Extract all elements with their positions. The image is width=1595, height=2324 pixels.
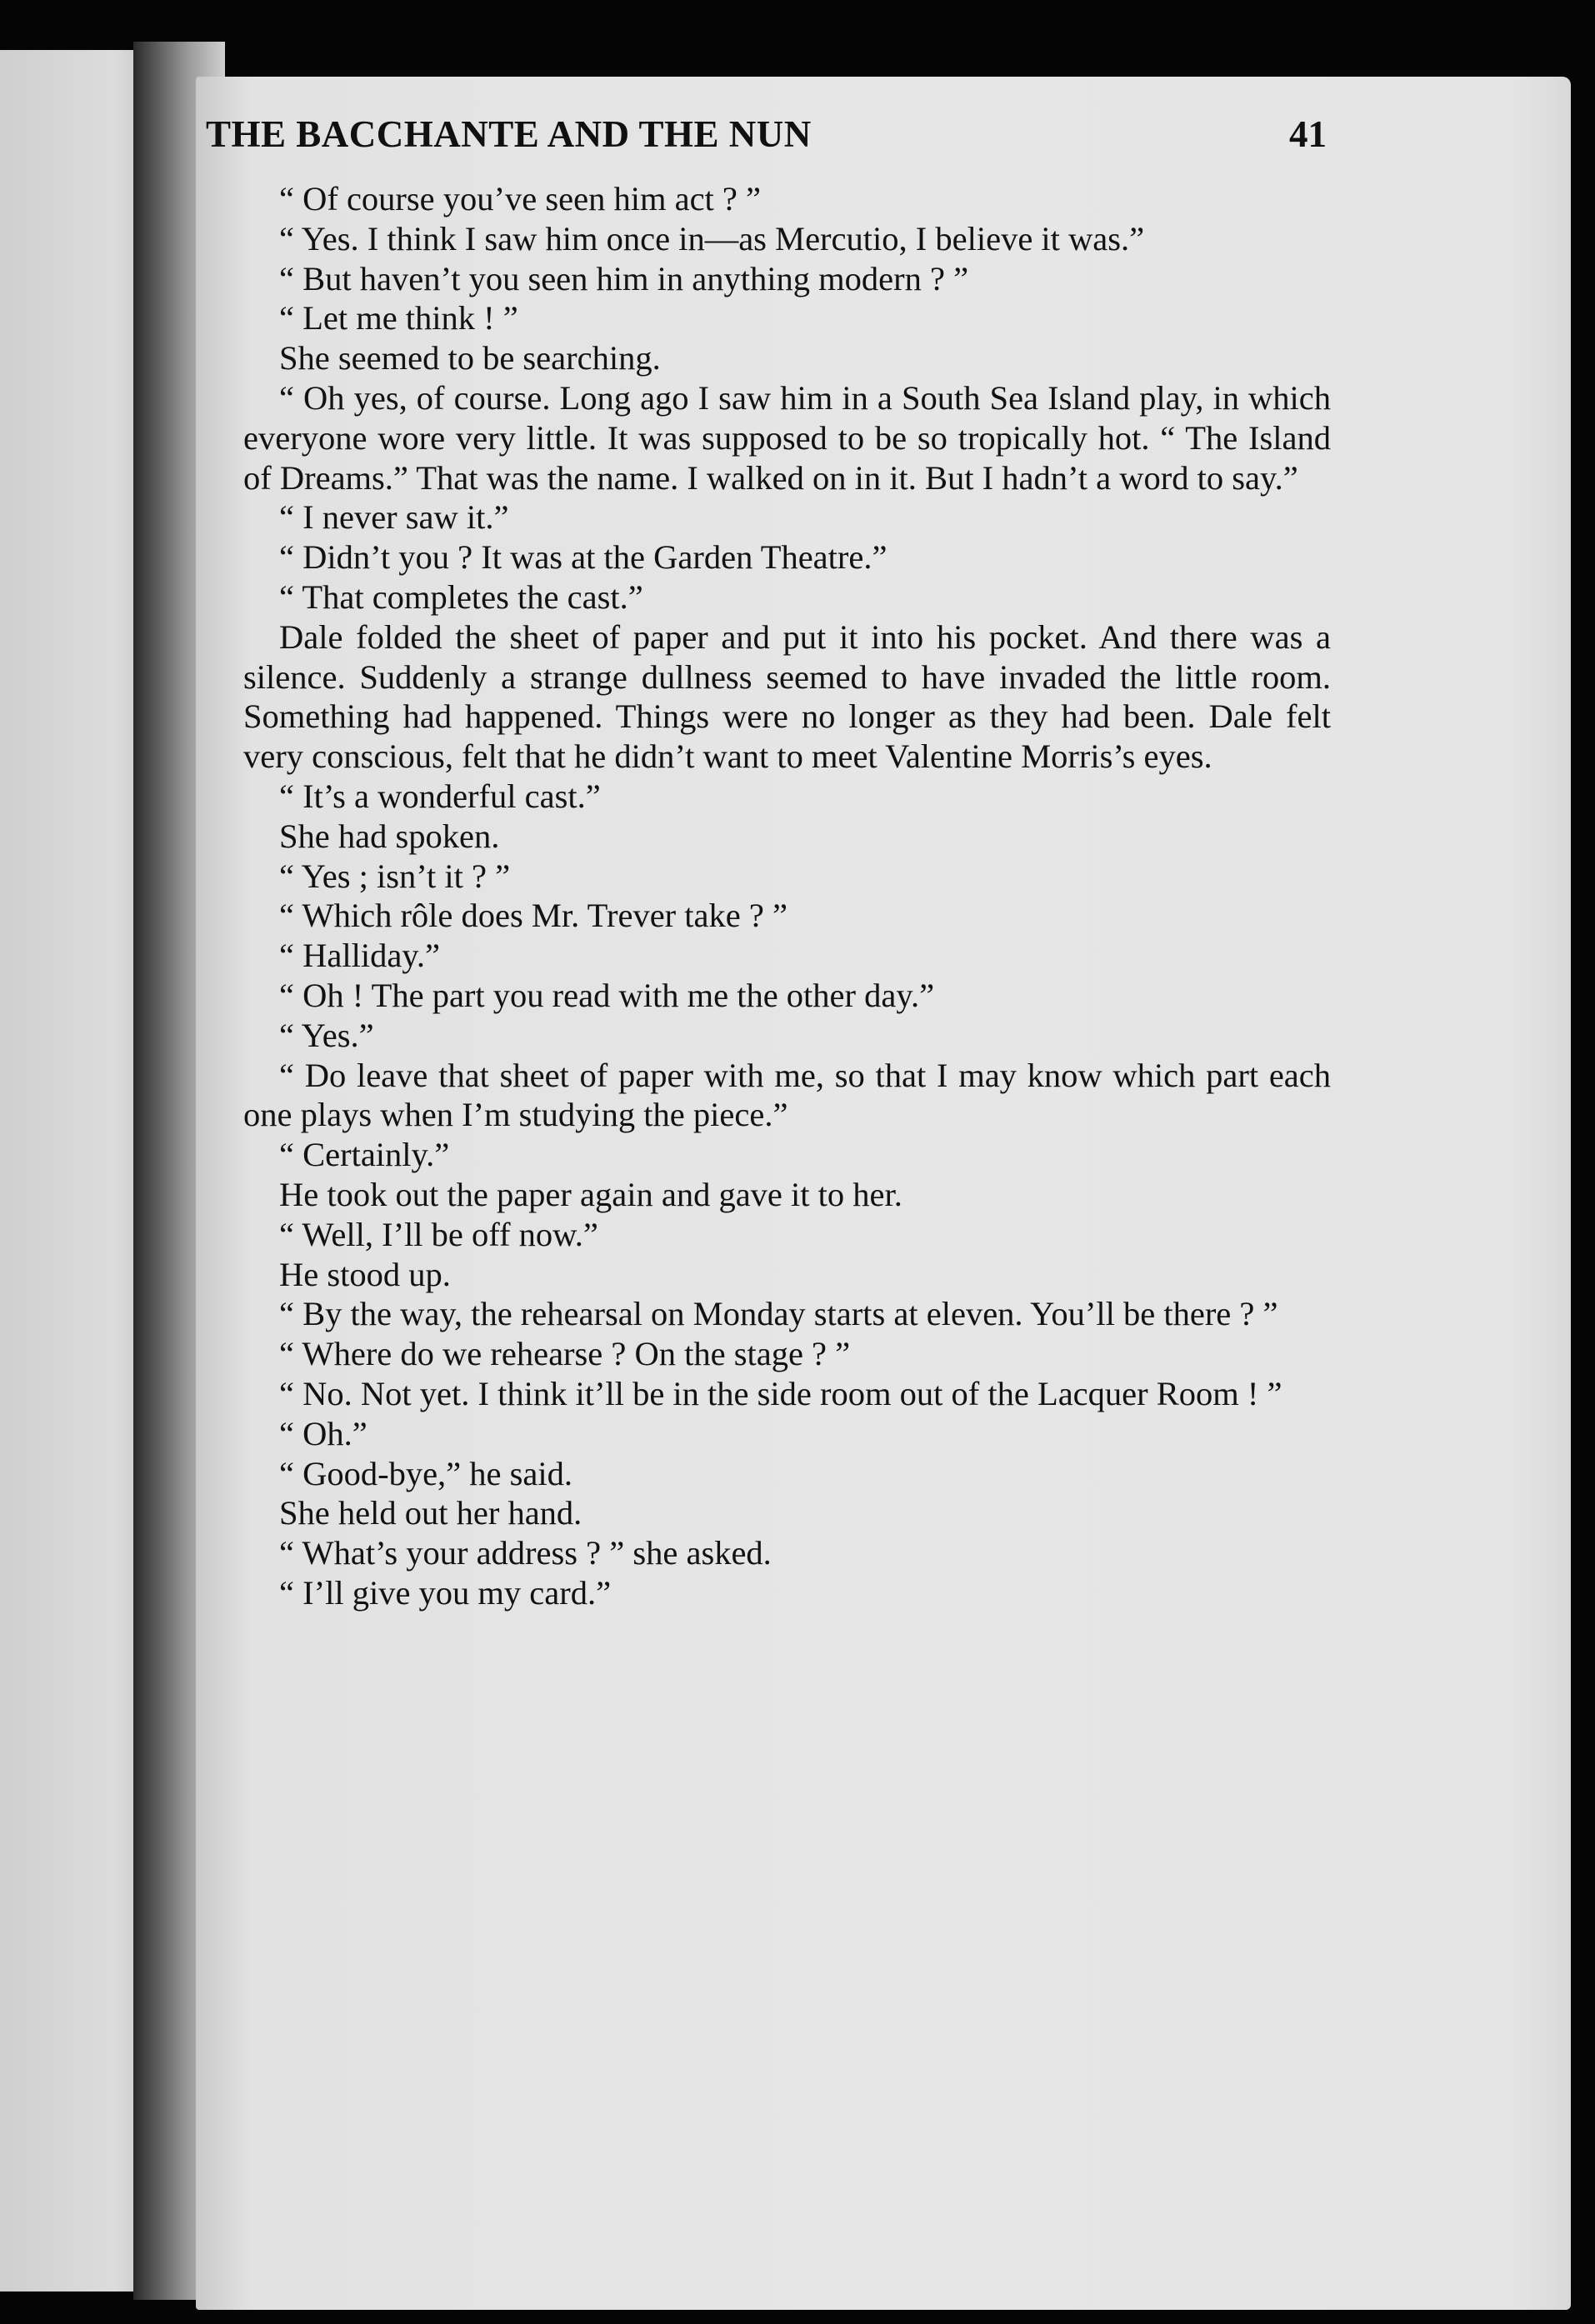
paragraph: She seemed to be searching. [279,339,661,377]
paragraph: “ Certainly.” [279,1136,450,1174]
paragraph: She held out her hand. [279,1494,582,1532]
paragraph: “ Of course you’ve seen him act ? ” [279,180,761,217]
paragraph: He stood up. [279,1255,451,1293]
page-number: 41 [1289,113,1327,155]
paragraph: “ Well, I’ll be off now.” [279,1215,598,1253]
paragraph: “ Do leave that sheet of paper with me, so that I may know which part each one plays when I’m studying the piece.” [243,1056,1331,1134]
paragraph: “ Yes.” [279,1016,374,1054]
paragraph: “ Oh yes, of course. Long ago I saw him in a South Sea Island play, in which everyone wore very little. It was supposed to be so tropically hot. “ The Island of Dreams.” That was the name. I walked on in it. But I hadn’t a word to say.” [243,378,1331,497]
paragraph: “ Which rôle does Mr. Trever take ? ” [279,897,788,935]
running-head [206,112,1327,162]
paragraph: “ That completes the cast.” [279,577,643,616]
paragraph: “ Good-bye,” he said. [279,1454,573,1492]
paragraph: “ Yes ; isn’t it ? ” [279,857,511,895]
paragraph: She had spoken. [279,817,500,855]
paragraph: “ Didn’t you ? It was at the Garden Theatre.” [279,538,888,577]
paragraph: Dale folded the sheet of paper and put it into his pocket. And there was a silence. Suddenly a strange dullness seemed to have invaded the little room. Something had happened. Things were no longer as they had been. Dale felt very conscious, felt that he didn’t want to meet Valentine Morris’s eyes. [243,617,1331,776]
running-title: THE BACCHANTE AND THE NUN [206,113,812,155]
paragraph: “ I’ll give you my card.” [279,1573,612,1612]
paragraph: “ No. Not yet. I think it’ll be in the side room out of the Lacquer Room ! ” [279,1374,1282,1412]
paragraph: “ Oh.” [279,1414,368,1452]
paragraph: “ I never saw it.” [279,498,509,537]
paragraph: “ But haven’t you seen him in anything modern ? ” [279,259,969,297]
paragraph: He took out the paper again and gave it to her. [279,1175,902,1213]
paragraph: “ Yes. I think I saw him once in—as Mercutio, I believe it was.” [279,219,1145,257]
paragraph: “ By the way, the rehearsal on Monday starts at eleven. You’ll be there ? ” [279,1295,1278,1333]
paragraph: “ Halliday.” [279,937,441,975]
paragraph: “ It’s a wonderful cast.” [279,777,601,815]
paragraph: “ Oh ! The part you read with me the other day.” [279,976,935,1014]
body-text [243,179,1331,1613]
paragraph: “ What’s your address ? ” she asked. [279,1534,772,1572]
paragraph: “ Where do we rehearse ? On the stage ? ” [279,1335,851,1373]
paragraph: “ Let me think ! ” [279,299,518,337]
